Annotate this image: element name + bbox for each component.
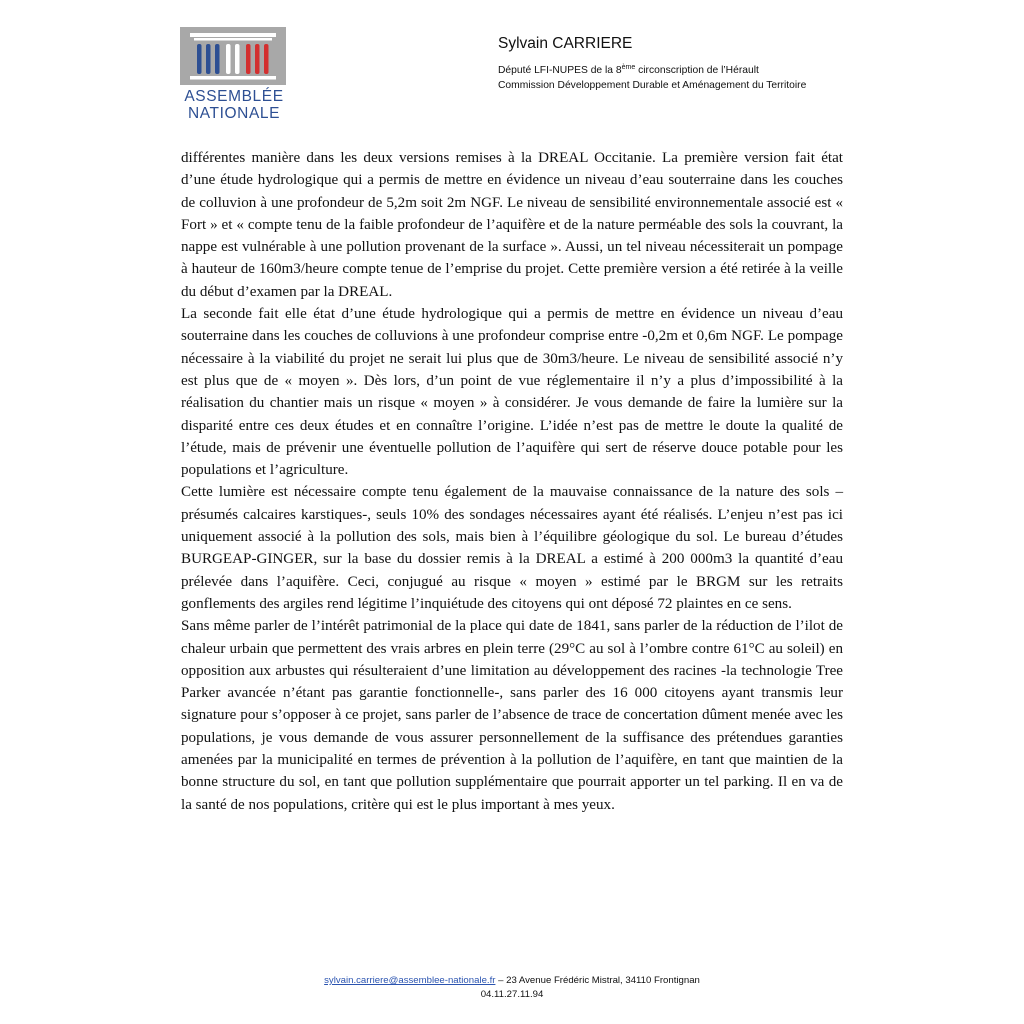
body-paragraph-3: Cette lumière est nécessaire compte tenu également de la mauvaise connaissance de la nature des sols – présumés calcaires karstiques-, seuls 10% des sondages nécessaires ayant été réalisés. L’enjeu n’est pas ici uniquement associé à la pollution des sols, mais bien à l’équilibre géologique du sol. Le bureau d’études BURGEAP-GINGER, sur la base du dossier remis à la DREAL a estimé à 200 000m3 la quantité d’eau prélevée dans l’aquifère. Ceci, conjugué au risque « moyen » estimé par le BRGM sur les retraits gonflements des argiles rend légitime l’inquiétude des citoyens qui ont déposé 72 plaintes en ce sens. <box>181 484 843 612</box>
deputy-role-before: Député LFI-NUPES de la 8 <box>498 65 622 76</box>
deputy-role-after: circonscription de l’Hérault <box>635 65 759 76</box>
body-paragraph-2: La seconde fait elle état d’une étude hydrologique qui a permis de mettre en évidence un niveau d’eau souterraine dans les couches de colluvions à une profondeur comprise entre -0,2m et 0,6m NGF. Le pompage nécessaire à la viabilité du projet ne serait lui plus que de 30m3/heure. Le niveau de sensibilité associé n’y est plus que de « moyen ». Dès lors, d’un point de vue réglementaire il n’y a plus d’impossibilité à la réalisation du chantier mais un risque « moyen » à considérer. Je vous demande de faire la lumière sur la disparité entre ces deux études et en connaître l’origine. L’idée n’est pas de mettre le doute la qualité de l’étude, mais de prévenir une éventuelle pollution de l’aquifère qui sert de réserve douce potable pour les populations et l’agriculture. <box>181 306 843 479</box>
deputy-role-superscript: ème <box>621 64 636 71</box>
deputy-name: Sylvain CARRIERE <box>498 35 633 52</box>
letter-body <box>181 147 843 816</box>
footer-email-link[interactable]: sylvain.carriere@assemblee-nationale.fr <box>324 975 496 986</box>
deputy-details <box>498 64 806 93</box>
footer-phone: 04.11.27.11.94 <box>480 989 544 1000</box>
logo-line-assemblee: ASSEMBLÉE <box>184 88 284 105</box>
body-paragraph-4: Sans même parler de l’intérêt patrimonial de la place qui date de 1841, sans parler de la réduction de l’ilot de chaleur urbain que permettent des vrais arbres en plein terre (29°C au sol à l’ombre contre 61°C au soleil) en opposition aux arbustes qui résulteraient d’une limitation au développement des racines -la technologie Tree Parker avancée n’étant pas garantie fonctionnelle-, sans parler des 16 000 citoyens ayant transmis leur signature pour s’opposer à ce projet, sans parler de l’absence de trace de concertation dûment menée avec les populations, je vous demande de vous assurer personnellement de la suffisance des prétendues garanties amenées par la municipalité en termes de prévention à la pollution de l’aquifère, en tant que maintien de la bonne structure du sol, en tant que pollution supplémentaire que pourrait apporter un tel parking. Il en va de la santé de nos populations, critère qui est le plus important à mes yeux. <box>181 618 843 813</box>
body-paragraph-1: différentes manière dans les deux versions remises à la DREAL Occitanie. La première version fait état d’une étude hydrologique qui a permis de mettre en évidence un niveau d’eau souterraine dans les couches de colluvion à une profondeur de 5,2m soit 2m NGF. Le niveau de sensibilité environnementale associé est « Fort » et « compte tenu de la faible profondeur de l’aquifère et de la nature perméable des sols la couvrant, la nappe est vulnérable à une pollution provenant de la surface ». Aussi, un tel niveau nécessiterait un pompage à hauteur de 160m3/heure compte tenue de l’emprise du projet. Cette première version a été retirée à la veille du début d’examen par la DREAL. <box>181 150 843 300</box>
footer-contact-line <box>0 974 1024 988</box>
logo-line-nationale: NATIONALE <box>187 105 281 122</box>
deputy-commission: Commission Développement Durable et Aménagement du Territoire <box>498 79 807 91</box>
assemblee-nationale-logo-icon <box>180 27 286 85</box>
deputy-role <box>498 64 806 79</box>
page-footer <box>0 974 1024 1002</box>
assemblee-nationale-logo <box>180 27 288 123</box>
footer-address: – 23 Avenue Frédéric Mistral, 34110 Frontignan <box>495 975 700 986</box>
